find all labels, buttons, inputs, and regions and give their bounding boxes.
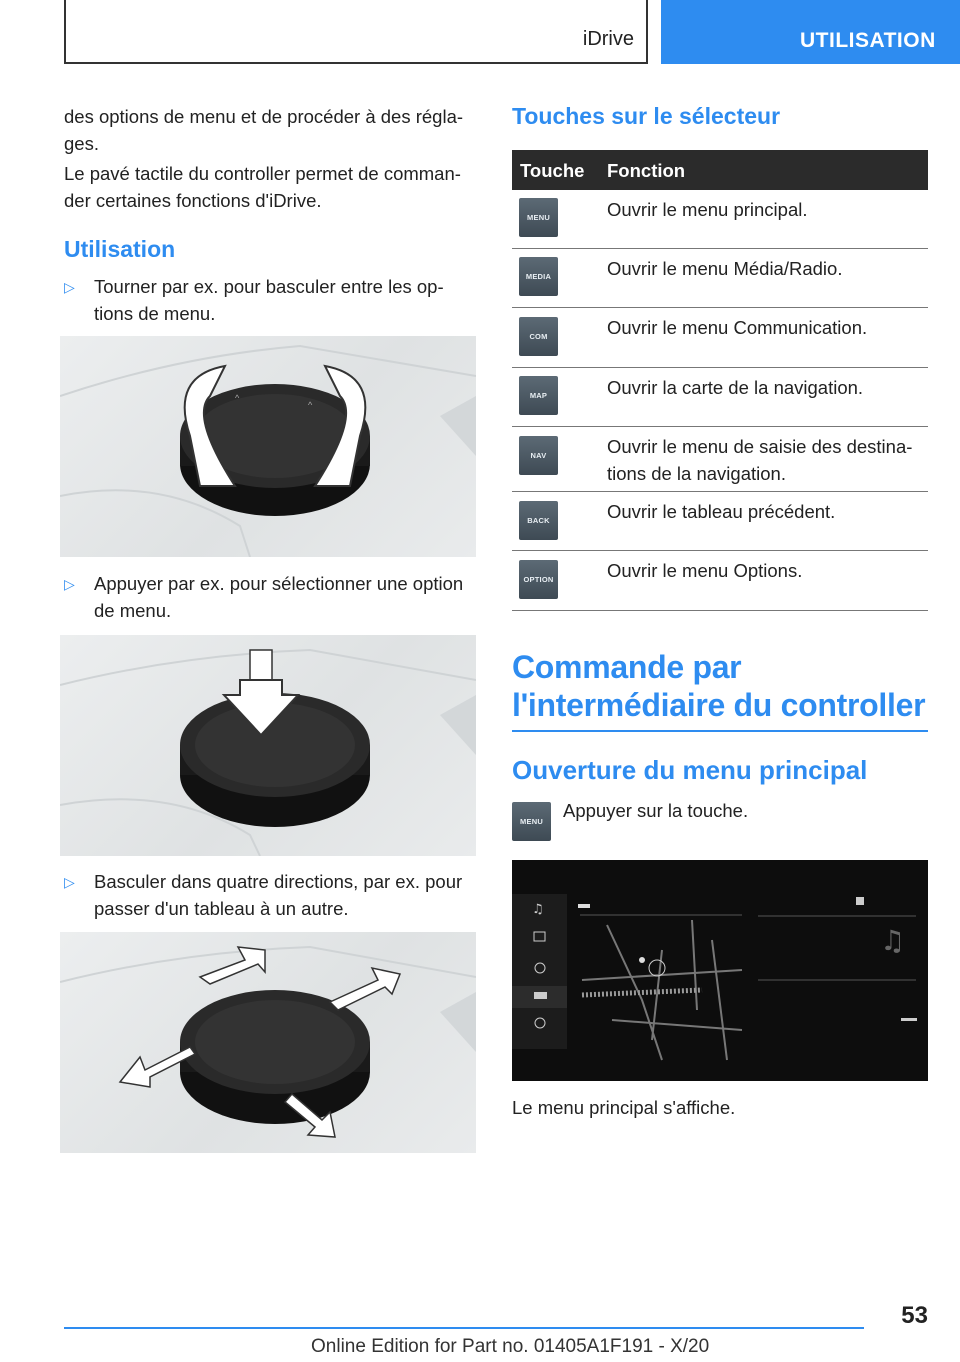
- controller-press-image: [60, 635, 476, 856]
- column-header-fonction: Fonction: [607, 160, 686, 181]
- page-number: 53: [901, 1302, 928, 1329]
- menu-key-icon: MENU: [512, 802, 551, 841]
- com-key-icon: COM: [519, 317, 558, 356]
- svg-text:♫: ♫: [532, 902, 544, 917]
- table-row: [512, 492, 928, 551]
- bullet-press-text: Appuyer par ex. pour sélectionner une option de menu.: [94, 573, 464, 621]
- intro-paragraph-1: des options de menu et de procéder à des régla-ges.: [64, 106, 464, 154]
- result-text: Le menu principal s'affiche.: [512, 1097, 736, 1118]
- header-chapter-label: UTILISATION: [800, 29, 936, 52]
- utilisation-heading: Utilisation: [64, 236, 176, 262]
- svg-text:^: ^: [235, 393, 240, 403]
- bullet-press: [64, 570, 476, 624]
- nav-key-icon: NAV: [519, 436, 558, 475]
- table-row: [512, 308, 928, 368]
- row-function: Ouvrir le menu Média/Radio.: [607, 258, 843, 279]
- press-key-text: Appuyer sur la touche.: [563, 800, 749, 821]
- bullet-tilt-text: Basculer dans quatre directions, par ex. pour passer d'un tableau à un autre.: [94, 871, 463, 919]
- idrive-main-menu-screenshot: [512, 860, 928, 1081]
- header-chapter-tab: [661, 0, 960, 64]
- section-title-rule: [512, 730, 928, 732]
- table-row: [512, 551, 928, 611]
- menu-key-icon: MENU: [519, 198, 558, 237]
- media-key-icon: MEDIA: [519, 257, 558, 296]
- row-function: Ouvrir la carte de la navigation.: [607, 377, 864, 398]
- row-function: Ouvrir le menu principal.: [607, 199, 808, 220]
- section-title-line-2: l'intermédiaire du controller: [512, 687, 926, 723]
- row-function: Ouvrir le menu de saisie des destina-tions de la navigation.: [607, 436, 913, 484]
- row-function: Ouvrir le tableau précédent.: [607, 501, 836, 522]
- intro-paragraph-2: Le pavé tactile du controller permet de comman-der certaines fonctions d'iDrive.: [64, 163, 461, 211]
- svg-text:^: ^: [308, 400, 313, 410]
- svg-text:♫: ♫: [880, 924, 906, 957]
- row-function: Ouvrir le menu Options.: [607, 560, 803, 581]
- controller-tilt-image: [60, 932, 476, 1153]
- footer-rule: [64, 1327, 864, 1329]
- column-header-touche: Touche: [520, 160, 585, 181]
- sub-heading: Ouverture du menu principal: [512, 755, 868, 785]
- keys-table-header: [512, 150, 928, 190]
- bullet-rotate: [64, 273, 476, 327]
- back-key-icon: BACK: [519, 501, 558, 540]
- map-key-icon: MAP: [519, 376, 558, 415]
- table-row: [512, 190, 928, 249]
- bullet-triangle-icon: ▷: [64, 874, 75, 890]
- table-row: [512, 249, 928, 308]
- option-key-icon: OPTION: [519, 560, 558, 599]
- controller-rotate-image: [60, 336, 476, 557]
- keys-table-heading: Touches sur le sélecteur: [512, 103, 781, 129]
- footer-edition: Online Edition for Part no. 01405A1F191 - X/20: [311, 1336, 710, 1357]
- header-frame: [64, 0, 648, 64]
- header-section-label: iDrive: [582, 28, 634, 50]
- bullet-rotate-text: Tourner par ex. pour basculer entre les op-tions de menu.: [94, 276, 444, 324]
- bullet-tilt: [64, 868, 476, 922]
- table-row: [512, 368, 928, 427]
- row-function: Ouvrir le menu Communication.: [607, 317, 868, 338]
- bullet-triangle-icon: ▷: [64, 576, 75, 592]
- section-title-line-1: Commande par: [512, 649, 742, 685]
- table-row: [512, 427, 928, 492]
- bullet-triangle-icon: ▷: [64, 279, 75, 295]
